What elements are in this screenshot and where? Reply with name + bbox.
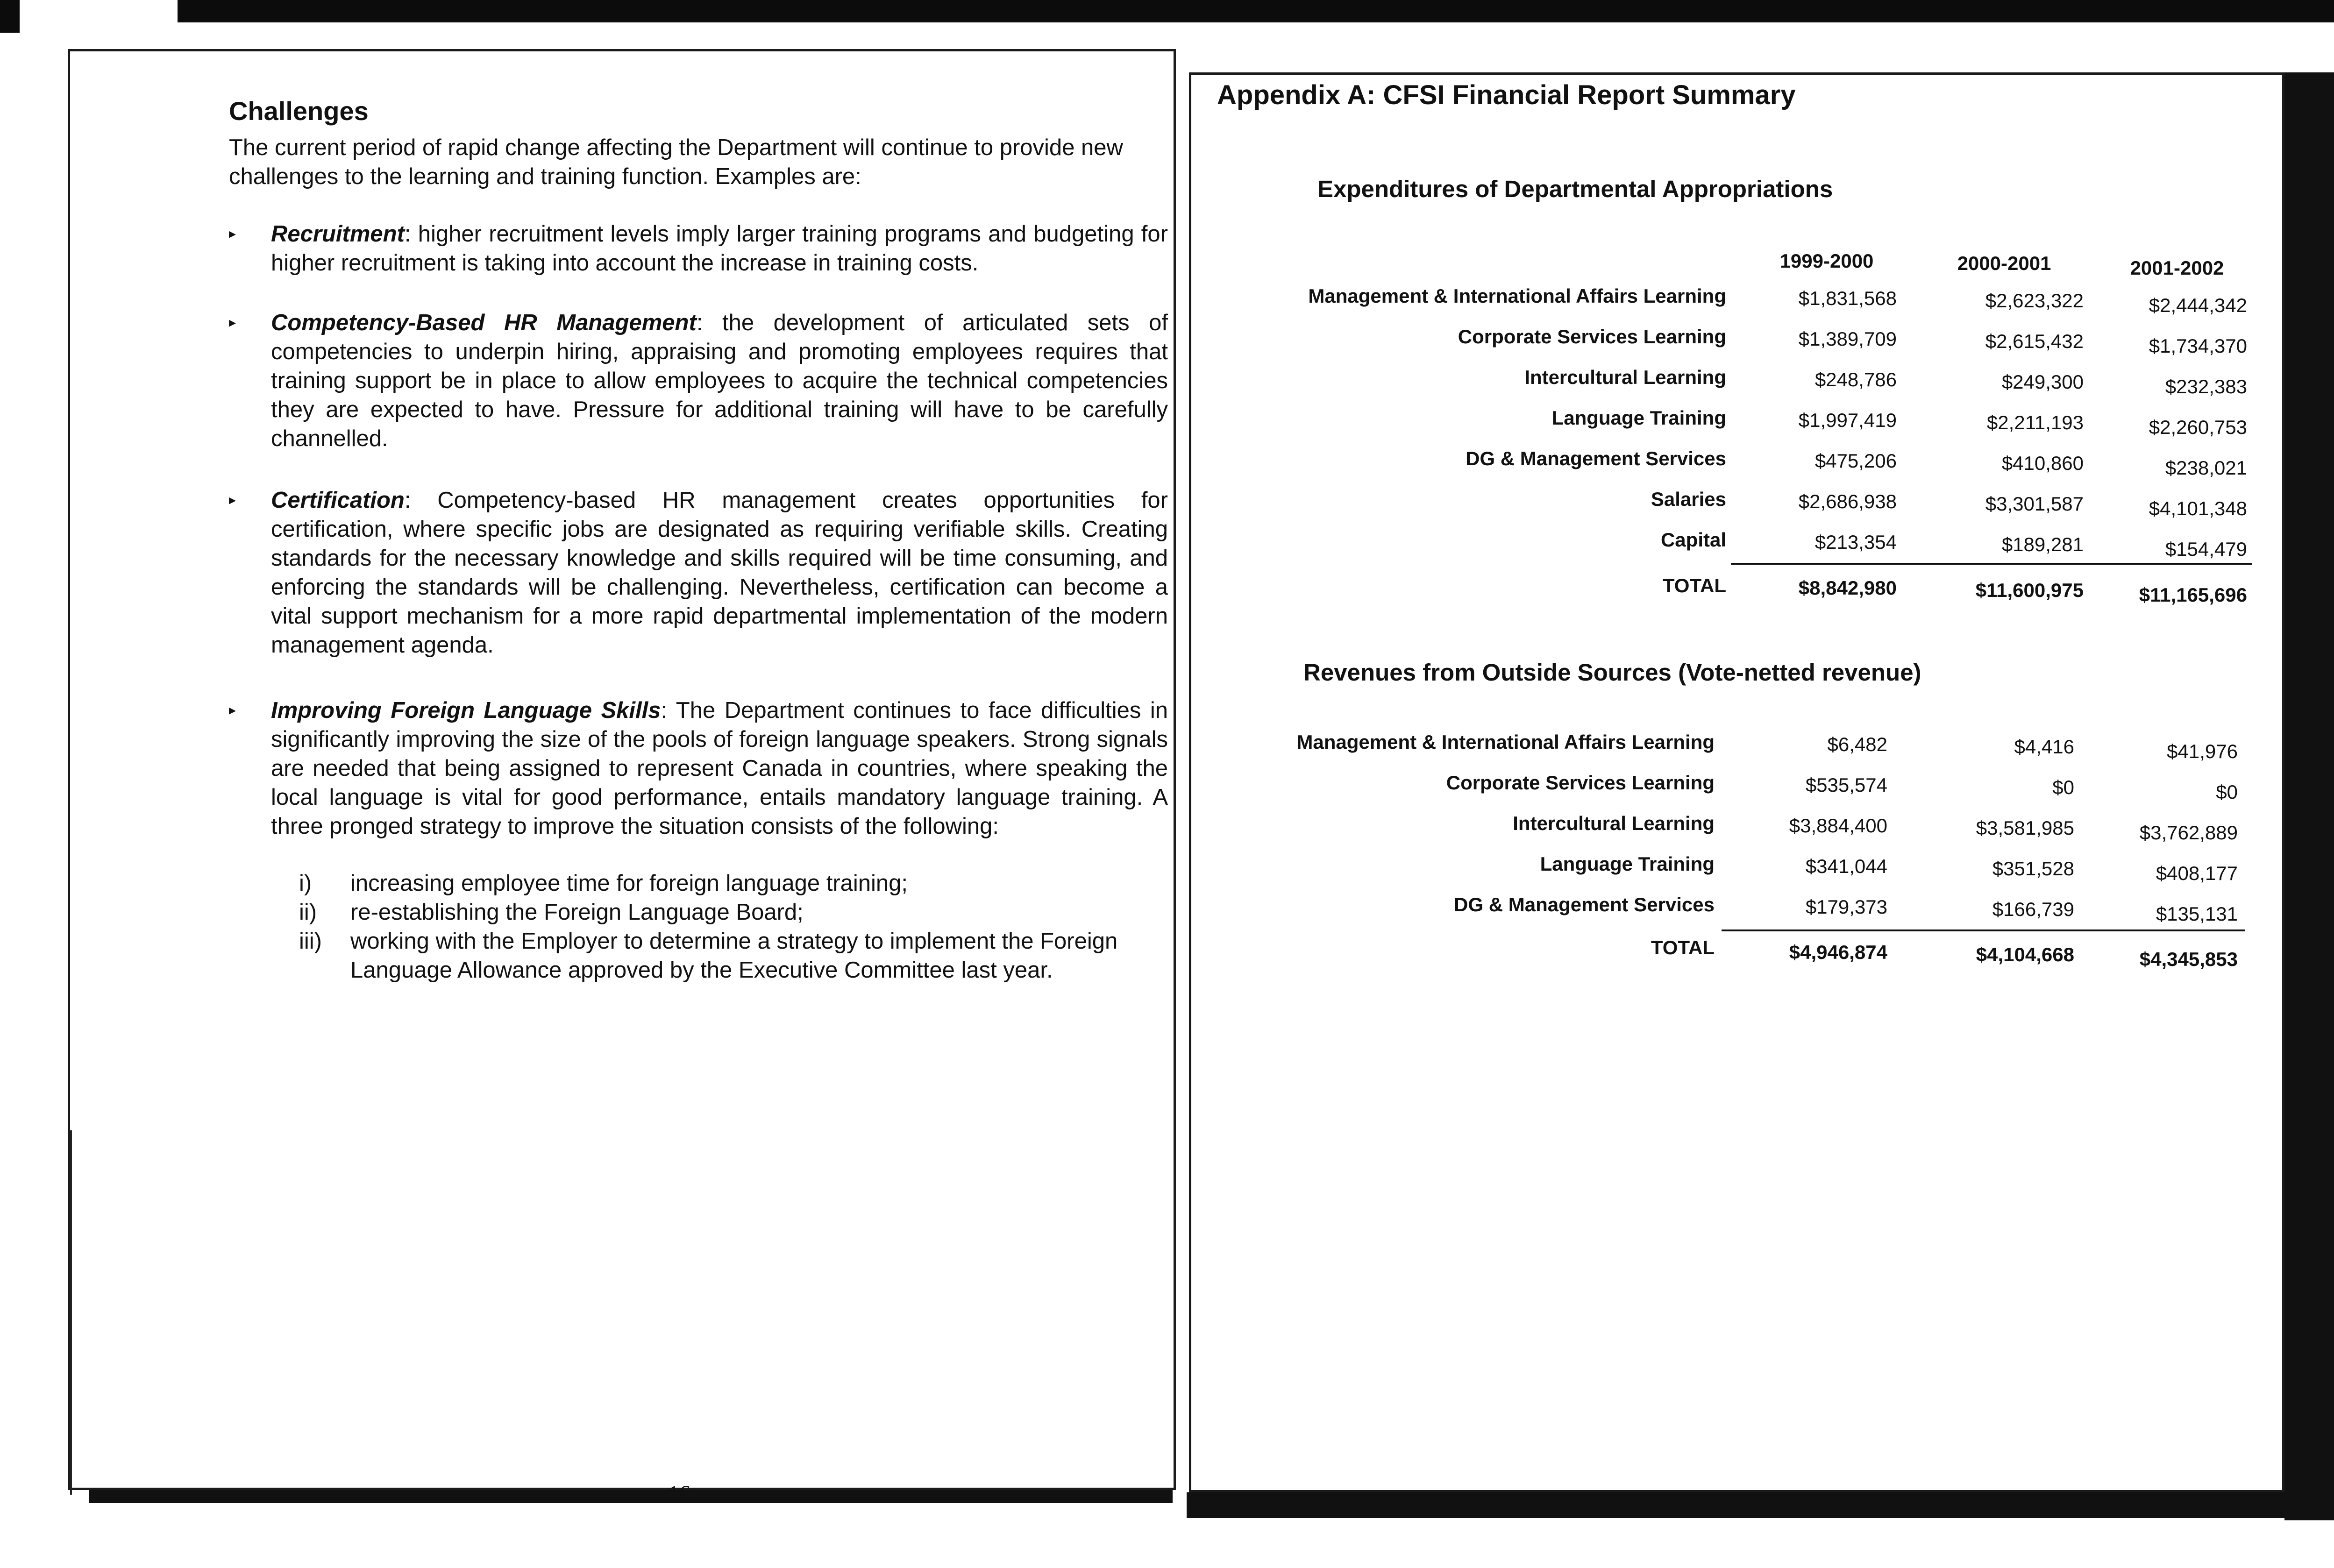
table-cell: $475,206	[1815, 450, 1897, 472]
year-header: 2001-2002	[2130, 257, 2224, 279]
table-cell: $0	[2052, 776, 2074, 798]
table-row-label: Management & International Affairs Learning	[1296, 731, 1715, 753]
left-page-shadow	[89, 1490, 1173, 1503]
table-row-label: Corporate Services Learning	[1458, 326, 1726, 348]
table-row-label: Language Training	[1540, 853, 1715, 875]
table-cell: $41,976	[2167, 740, 2238, 762]
table-cell: $410,860	[2001, 452, 2084, 474]
table-cell: $4,416	[2014, 736, 2074, 758]
margin-line	[70, 1130, 72, 1495]
table-cell: $535,574	[1805, 774, 1887, 796]
table-row-label: DG & Management Services	[1466, 447, 1726, 469]
challenges-intro: The current period of rapid change affecting the Department will continue to provide new challenges to the learning and training function. Examples are:	[229, 135, 1123, 189]
list-text: increasing employee time for foreign language training;	[350, 871, 908, 896]
table-cell: $3,762,889	[2139, 822, 2238, 844]
challenges-heading: Challenges	[229, 96, 369, 126]
table-row-label: Language Training	[1551, 407, 1726, 429]
table-row-label: DG & Management Services	[1454, 894, 1715, 915]
table-cell: $1,997,419	[1798, 409, 1897, 431]
table-cell: $2,623,322	[1985, 290, 2084, 312]
table-cell: $1,734,370	[2149, 335, 2247, 357]
table-cell: $213,354	[1815, 531, 1897, 553]
list-number: iii)	[299, 929, 322, 954]
table-cell: $179,373	[1805, 896, 1887, 918]
scan-corner-mark	[0, 0, 20, 33]
bullet-body: : the development of articulated sets of competencies to underpin hiring, appraising and promoting employees requires that training support be in place to allow employees to acquire the technical competencies they are expected to have. Pressure for additional training will have to be carefully channelled.	[271, 310, 1168, 451]
expenditures-heading: Expenditures of Departmental Appropriations	[1317, 176, 1833, 202]
bullet-certification	[229, 486, 1168, 660]
table-cell: $351,528	[1992, 858, 2074, 880]
bullet-body: : Competency-based HR management creates opportunities for certification, where specific jobs are designated as requiring verifiable skills. Creating standards for the necessary knowledge and skills required will be time consuming, and enforcing the standards will be challenging. Nevertheless, certification can become a vital support mechanism for a more rapid departmental implementation of the modern management agenda.	[271, 488, 1168, 658]
strategy-list	[299, 869, 1163, 985]
bullet-body: : higher recruitment levels imply larger training programs and budgeting for higher recruitment is taking into account the increase in training costs.	[271, 221, 1168, 276]
table-cell: $6,482	[1827, 733, 1887, 755]
table-cell: $2,615,432	[1985, 330, 2084, 352]
total-rule	[1731, 563, 2252, 565]
year-header: 2000-2001	[1957, 252, 2051, 274]
table-cell: $238,021	[2165, 457, 2247, 479]
table-total-label: TOTAL	[1651, 937, 1715, 958]
list-text: re-establishing the Foreign Language Board;	[350, 900, 804, 925]
table-row-label: Management & International Affairs Learning	[1308, 285, 1726, 307]
table-cell: $4,101,348	[2149, 497, 2247, 519]
table-row-label: Intercultural Learning	[1513, 812, 1715, 834]
list-text: working with the Employer to determine a strategy to implement the Foreign Language Allowance approved by the Executive Committee last year.	[350, 929, 1118, 983]
table-cell: $341,044	[1805, 855, 1887, 877]
table-row-label: Corporate Services Learning	[1446, 772, 1715, 794]
table-cell: $248,786	[1815, 369, 1897, 390]
bullet-competency	[229, 308, 1168, 453]
bullet-arrow-icon: ▸	[229, 226, 236, 241]
table-cell: $189,281	[2001, 533, 2084, 555]
list-number: i)	[299, 871, 312, 896]
page-number-right: A - 1	[1729, 1495, 1773, 1520]
table-cell: $166,739	[1992, 898, 2074, 920]
bullet-arrow-icon: ▸	[229, 702, 236, 718]
year-header: 1999-2000	[1779, 250, 1874, 272]
table-cell: $2,260,753	[2149, 416, 2247, 438]
table-cell: $3,884,400	[1789, 815, 1887, 837]
table-total-cell: $11,600,975	[1975, 579, 2084, 601]
revenues-heading: Revenues from Outside Sources (Vote-netted revenue)	[1303, 659, 1921, 686]
table-row-label: Capital	[1660, 529, 1726, 551]
list-item	[299, 869, 1163, 898]
table-cell: $408,177	[2156, 862, 2238, 884]
bullet-arrow-icon: ▸	[229, 315, 236, 330]
table-cell: $2,444,342	[2149, 294, 2247, 316]
table-cell: $1,831,568	[1798, 287, 1897, 309]
table-row-label: Salaries	[1651, 488, 1726, 510]
table-total-label: TOTAL	[1662, 575, 1726, 596]
table-cell: $1,389,709	[1798, 328, 1897, 350]
table-cell: $3,301,587	[1985, 493, 2084, 515]
table-cell: $249,300	[2001, 371, 2084, 393]
list-item	[299, 927, 1163, 985]
list-number: ii)	[299, 900, 317, 925]
scan-top-edge	[178, 0, 2334, 22]
bullet-foreign-language	[229, 696, 1168, 841]
bullet-arrow-icon: ▸	[229, 492, 236, 508]
bullet-term: Competency-Based HR Management	[271, 310, 697, 335]
total-rule	[1722, 929, 2245, 931]
table-cell: $0	[2216, 781, 2238, 803]
table-total-cell: $8,842,980	[1798, 577, 1897, 599]
table-total-cell: $4,345,853	[2139, 948, 2238, 970]
table-total-cell: $4,946,874	[1789, 941, 1887, 963]
table-total-cell: $11,165,696	[2139, 584, 2247, 606]
revenues-table	[1261, 731, 2252, 993]
right-page-side-shadow	[2284, 72, 2334, 1520]
table-cell: $154,479	[2165, 538, 2247, 560]
bullet-term: Recruitment	[271, 221, 405, 247]
bullet-term: Improving Foreign Language Skills	[271, 698, 661, 723]
bullet-recruitment	[229, 220, 1168, 277]
table-total-cell: $4,104,668	[1976, 944, 2074, 965]
table-cell: $2,686,938	[1798, 490, 1897, 512]
bullet-body: : The Department continues to face difficulties in significantly improving the size of the pools of foreign language speakers. Strong signals are needed that being assigned to represent Canada in countries, where speaking the local language is vital for good performance, entails mandatory language training. A three pronged strategy to improve the situation consists of the following:	[271, 698, 1168, 839]
page-number-left: 16	[668, 1481, 690, 1506]
table-cell: $135,131	[2156, 903, 2238, 925]
list-item	[299, 898, 1163, 927]
appendix-title: Appendix A: CFSI Financial Report Summary	[1217, 80, 1796, 110]
expenditures-table	[1261, 285, 2252, 621]
table-cell: $232,383	[2165, 376, 2247, 397]
table-cell: $3,581,985	[1976, 817, 2074, 839]
table-row-label: Intercultural Learning	[1524, 366, 1726, 388]
table-cell: $2,211,193	[1986, 412, 2084, 433]
bullet-term: Certification	[271, 488, 405, 513]
